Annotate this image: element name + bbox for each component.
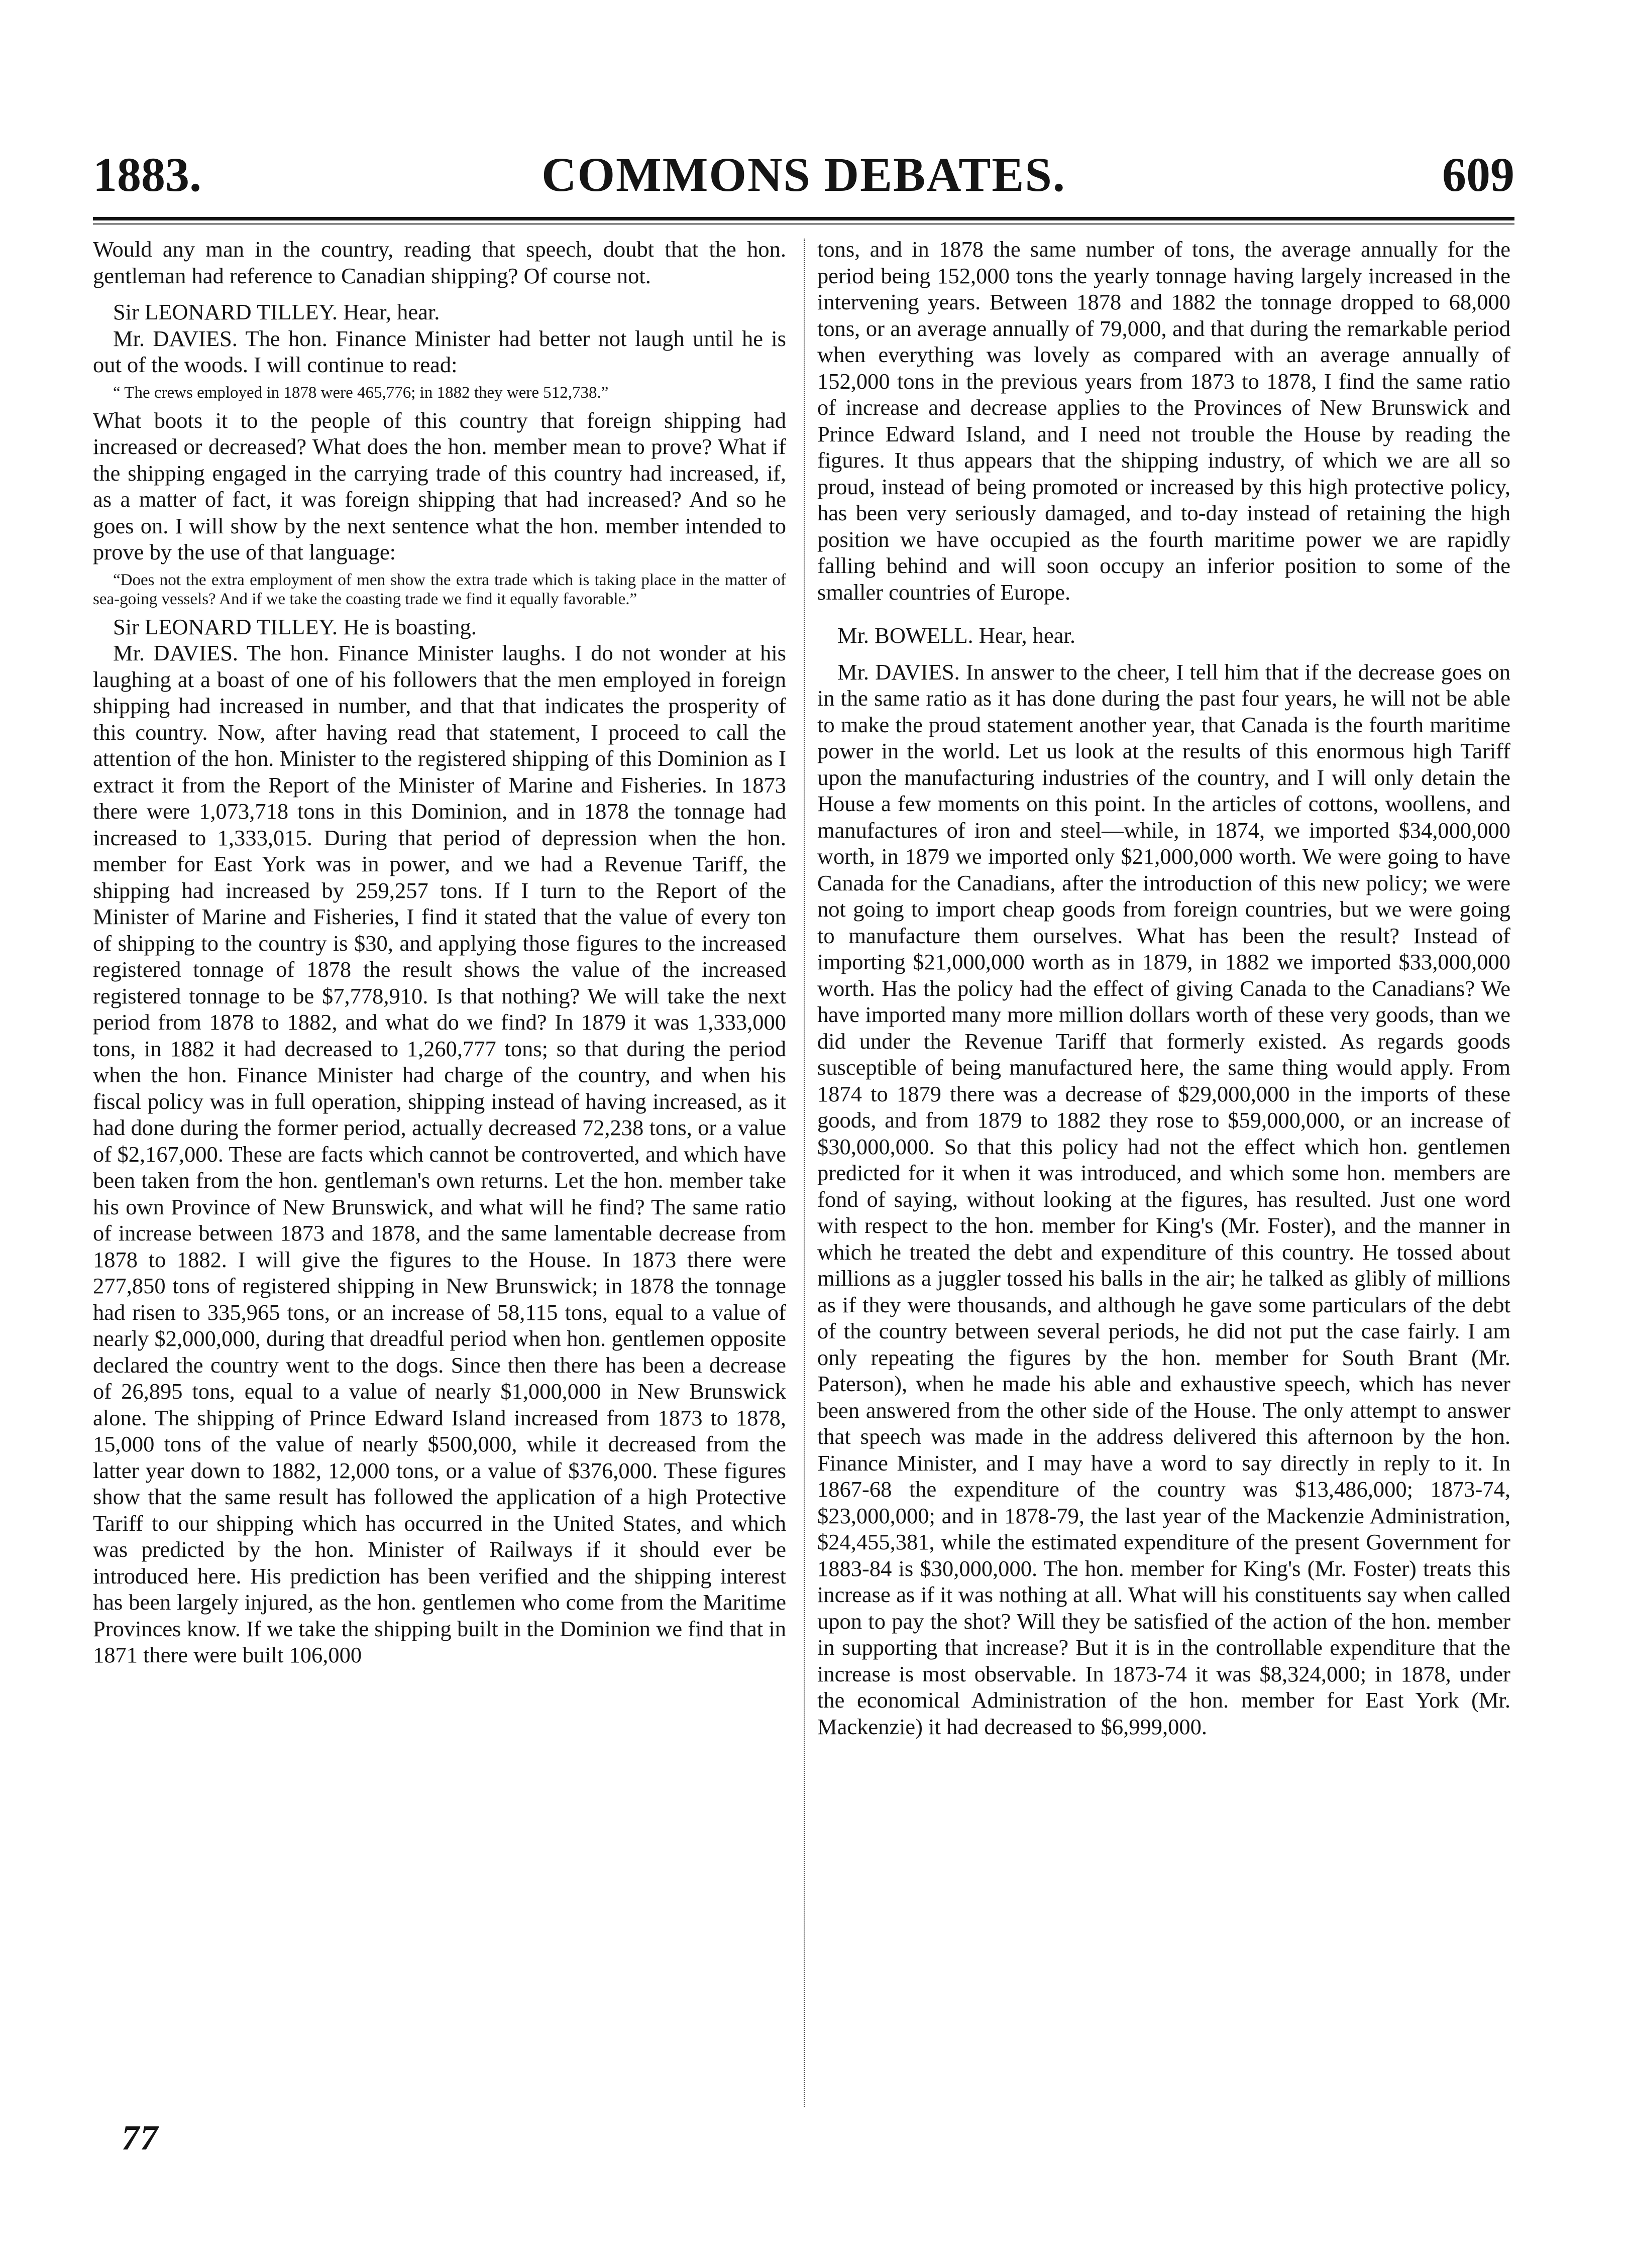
column-divider xyxy=(804,239,805,2107)
speaker-line: Sir LEONARD TILLEY. Hear, hear. xyxy=(113,299,440,324)
signature-number: 77 xyxy=(122,2119,159,2158)
quotation: “Does not the extra employment of men show the extra trade which is taking place in the matter of sea-going vessels? And if we take the coasting trade we find it equally favorable.” xyxy=(93,571,786,608)
speaker-paragraph: Mr. DAVIES. The hon. Finance Minister laughs. I do not wonder at his laughing at a boast of one of his followers that the men employed in foreign shipping had increased in number, and that that indicates the prosperity of this country. Now, after having read that statement, I proceed to call the attention of the hon. Minister to the registered shipping of this Dominion as I extract it from the Report of the Minister of Marine and Fisheries. In 1873 there were 1,073,718 tons in this Dominion, and in 1878 the tonnage had increased to 1,333,015. During that period of depression when the hon. member for East York was in power, and we had a Revenue Tariff, the shipping had increased by 259,257 tons. If I turn to the Report of the Minister of Marine and Fisheries, I find it stated that the value of every ton of shipping to the country is $30, and applying those figures to the increased registered tonnage of 1878 the result shows the value of the increased registered tonnage to be $7,778,910. Is that nothing? We will take the next period from 1878 to 1882, and what do we find? In 1879 it was 1,333,000 tons, in 1882 it had decreased to 1,260,777 tons; so that during the period when the hon. Finance Minister had charge of the country, and when his fiscal policy was in full operation, shipping instead of having increased, as it had done during the former period, actually decreased 72,238 tons, or a value of $2,167,000. These are facts which cannot be controverted, and which have been taken from the hon. gentleman's own returns. Let the hon. member take his own Province of New Brunswick, and what will he find? The same ratio of increase between 1873 and 1878, and the same lamentable decrease from 1878 to 1882. I will give the figures to the House. In 1873 there were 277,850 tons of registered shipping in New Brunswick; in 1878 the tonnage had risen to 335,965 tons, or an increase of 58,115 tons, equal to a value of nearly $2,000,000, during that dreadful period when hon. gentlemen opposite declared the country went to the dogs. Since then there has been a decrease of 26,895 tons, equal to a value of nearly $1,000,000 in New Brunswick alone. The shipping of Prince Edward Island increased from 1873 to 1878, 15,000 tons of the value of nearly $500,000, while it decreased from the latter year down to 1882, 12,000 tons, or a value of $376,000. These figures show that the same result has followed the application of a high Protective Tariff to our shipping which has occurred in the United States, and which was predicted by the hon. Minister of Railways if it should ever be introduced here. His prediction has been verified and the shipping interest has been largely injured, as the hon. gentlemen who come from the Maritime Provinces know. If we take the shipping built in the Dominion we find that in 1871 there were built 106,000 xyxy=(93,640,786,1667)
header-rule xyxy=(93,217,1514,224)
paragraph: tons, and in 1878 the same number of tons, the average annually for the period being 152,000 tons the yearly tonnage having largely increased in the intervening years. Between 1878 and 1882 the tonnage dropped to 68,000 tons, or an average annually of 79,000, and that during the remarkable period when everything was lovely as compared with an average annually of 152,000 tons in the previous years from 1873 to 1878, I find the same ratio of increase and decrease applies to the Provinces of New Brunswick and Prince Edward Island, and I need not trouble the House by reading the figures. It thus appears that the shipping industry, of which we are all so proud, instead of being promoted or increased by this high protective policy, has been very seriously damaged, and to-day instead of retaining the high position we have occupied as the fourth maritime power we are rapidly falling behind and will soon occupy an inferior position to some of the smaller countries of Europe. xyxy=(817,237,1510,605)
header-title: COMMONS DEBATES. xyxy=(541,148,1066,201)
left-column xyxy=(93,236,786,2124)
header-year: 1883. xyxy=(93,148,201,201)
speaker-paragraph: Mr. DAVIES. The hon. Finance Minister had better not laugh until he is out of the woods. I will continue to read: xyxy=(93,325,786,377)
right-column xyxy=(817,236,1510,2124)
paragraph: What boots it to the people of this country that foreign shipping had increased or decreased? What does the hon. member mean to prove? What if the shipping engaged in the carrying trade of this country had increased, if, as a matter of fact, it was foreign shipping that had increased? And so he goes on. I will show by the next sentence what the hon. member intended to prove by the use of that language: xyxy=(93,407,786,564)
speaker-line: Mr. BOWELL. Hear, hear. xyxy=(837,623,1075,648)
page-number: 609 xyxy=(1442,148,1514,201)
speaker-paragraph: Mr. DAVIES. In answer to the cheer, I tell him that if the decrease goes on in the same ratio as it has done during the past four years, he will not be able to make the proud statement another year, that Canada is the fourth maritime power in the world. Let us look at the results of this enormous high Tariff upon the manufacturing industries of the country, and I will only detain the House a few moments on this point. In the articles of cottons, woollens, and manufactures of iron and steel—while, in 1874, we imported $34,000,000 worth, in 1879 we imported only $21,000,000 worth. We were going to have Canada for the Canadians, after the introduction of this new policy; we were not going to import cheap goods from foreign countries, but we were going to manufacture them ourselves. What has been the result? Instead of importing $21,000,000 worth as in 1879, in 1882 we imported $33,000,000 worth. Has the policy had the effect of giving Canada to the Canadians? We have imported many more million dollars worth of these very goods, than we did under the Revenue Tariff that formerly existed. As regards goods susceptible of being manufactured here, the same thing would apply. From 1874 to 1879 there was a decrease of $29,000,000 in the imports of these goods, and from 1879 to 1882 they rose to $59,000,000, or an increase of $30,000,000. So that this policy had not the effect which hon. gentlemen predicted for it when it was introduced, and which some hon. members are fond of saying, without looking at the figures, has resulted. Just one word with respect to the hon. member for King's (Mr. Foster), and the manner in which he treated the debt and expenditure of this country. He tossed about millions as a juggler tossed his balls in the air; he talked as glibly of millions as if they were thousands, and although he gave some particulars of the debt of the country between several periods, he did not put the case fairly. I am only repeating the figures by the hon. member for South Brant (Mr. Paterson), when he made his able and exhaustive speech, which has never been answered from the other side of the House. The only attempt to answer that speech was made in the address delivered this afternoon by the hon. Finance Minister, and I may have a word to say directly in reply to it. In 1867-68 the expenditure of the country was $13,486,000; 1873-74, $23,000,000; and in 1878-79, the last year of the Mackenzie Administration, $24,455,381, while the estimated expenditure of the present Government for 1883-84 is $30,000,000. The hon. member for King's (Mr. Foster) treats this increase as if it was nothing at all. What will his constituents say when called upon to pay the shot? Will they be satisfied of the action of the hon. member in supporting that increase? But it is in the controllable expenditure that the increase is most observable. In 1873-74 it was $8,324,000; in 1878, under the economical Administration of the hon. member for East York (Mr. Mackenzie) it had decreased to $6,999,000. xyxy=(817,659,1510,1739)
speaker-line: Sir LEONARD TILLEY. He is boasting. xyxy=(113,614,477,639)
quotation: “ The crews employed in 1878 were 465,776; in 1882 they were 512,738.” xyxy=(113,383,609,402)
paragraph: Would any man in the country, reading that speech, doubt that the hon. gentleman had reference to Canadian shipping? Of course not. xyxy=(93,237,786,288)
running-header xyxy=(93,132,1514,217)
